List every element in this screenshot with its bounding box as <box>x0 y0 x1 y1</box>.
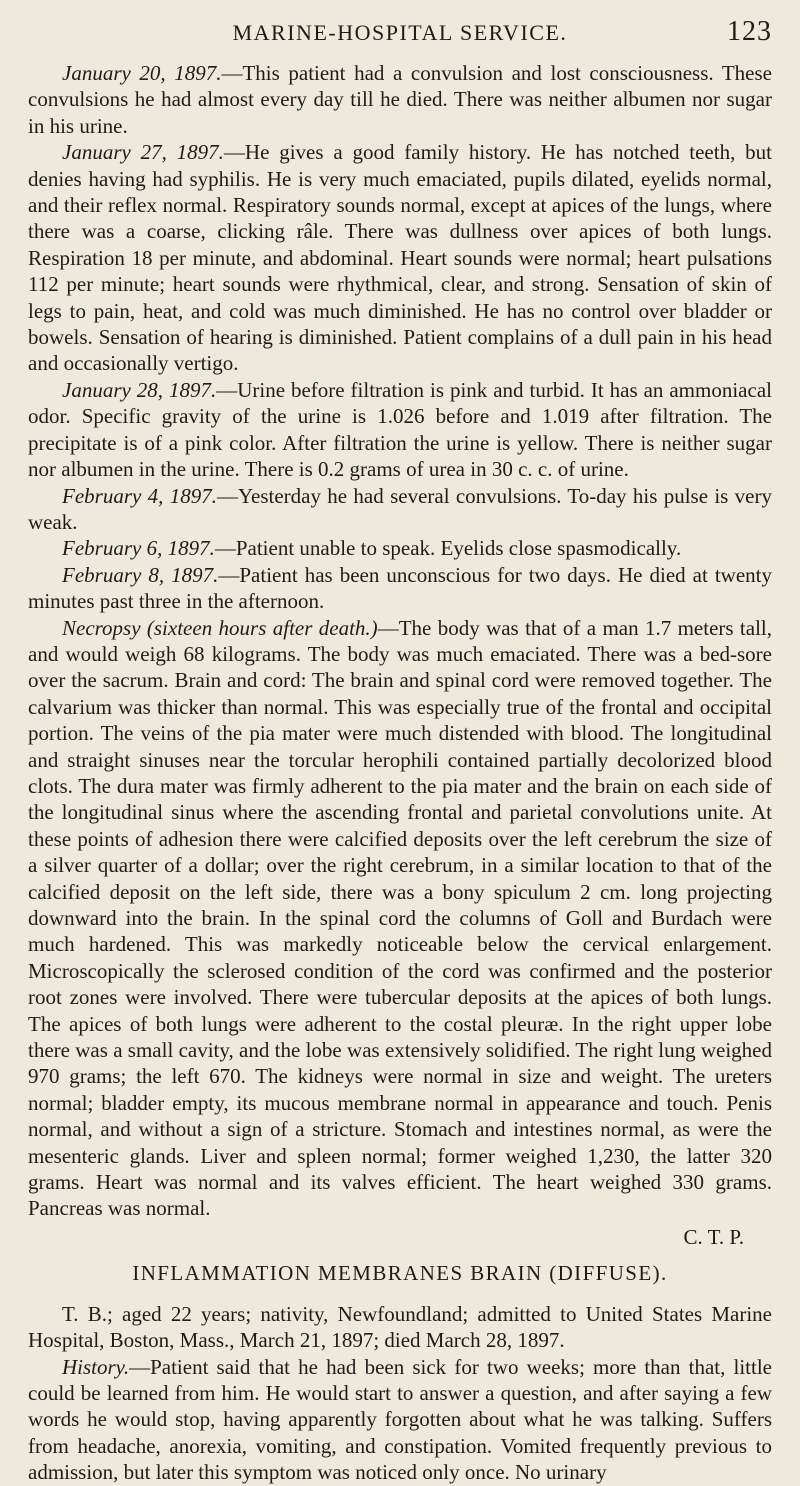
entry-date: February 8, 1897. <box>62 562 219 587</box>
entry-date: February 6, 1897. <box>62 536 215 561</box>
case-intro: T. B.; aged 22 years; nativity, Newfoundland; admitted to United States Marine Hospital, Boston, Mass., March 21, 1897; died March 28, 1897. <box>28 1301 772 1353</box>
entry-body: —Yesterday he had several convulsions. To-day his pulse is very weak. <box>28 483 772 534</box>
entry-date: February 4, 1897. <box>62 483 217 508</box>
author-signature: C. T. P. <box>683 1224 744 1249</box>
running-title: MARINE-HOSPITAL SERVICE. <box>232 20 568 45</box>
entry-body: —This patient had a convulsion and lost consciousness. These convulsions he had almost every day till he died. There was neither albumen nor sugar in his urine. <box>28 61 772 138</box>
entry-paragraph <box>28 483 772 536</box>
entry-paragraph <box>28 139 772 377</box>
entry-body: —He gives a good family history. He has notched teeth, but denies having had syphilis. He is very much emaciated, pupils dilated, eyelids normal, and their reflex normal. Respiratory sounds normal, except at apices of the lungs, where there was a coarse, clicking râle. There was dullness over apices of both lungs. Respiration 18 per minute, and abdominal. Heart sounds were normal; heart pulsations 112 per minute; heart sounds were rhythmical, clear, and strong. Sensation of skin of legs to pain, heat, and cold was much diminished. He has no control over bladder or bowels. Sensation of hearing is diminished. Patient complains of a dull pain in his head and occasionally vertigo. <box>28 140 772 376</box>
necropsy-paragraph <box>28 615 772 1222</box>
entry-paragraph <box>28 562 772 615</box>
running-head <box>28 0 772 60</box>
history-body: —Patient said that he had been sick for two weeks; more than that, little could be learned from him. He would start to answer a question, and after saying a few words he would stop, having apparently forgotten about what he was talking. Suffers from headache, anorexia, vomiting, and constipation. Vomited frequently previous to admission, but later this symptom was noticed only once. No urinary <box>28 1354 772 1485</box>
history-paragraph <box>28 1354 772 1486</box>
entry-date: January 27, 1897. <box>62 140 224 165</box>
history-lead: History. <box>62 1354 130 1379</box>
section-heading: INFLAMMATION MEMBRANES BRAIN (DIFFUSE). <box>132 1261 668 1286</box>
necropsy-body: —The body was that of a man 1.7 meters tall, and would weigh 68 kilograms. The body was much emaciated. There was a bed-sore over the sacrum. Brain and cord: The brain and spinal cord were removed together. The calvarium was thicker than normal. This was especially true of the frontal and occipital portion. The veins of the pia mater were much distended with blood. The longitudinal and straight sinuses near the torcular herophili contained partially decolorized blood clots. The dura mater was firmly adherent to the pia mater and the brain on each side of the longitudinal sinus where the ascending frontal and parietal convolutions unite. At these points of adhesion there were calcified deposits over the left cerebrum the size of a silver quarter of a dollar; over the right cerebrum, in a similar location to that of the calcified deposit on the left side, there was a bony spiculum 2 cm. long projecting downward into the brain. In the spinal cord the columns of Goll and Burdach were much hardened. This was markedly noticeable below the cervical enlargement. Microscopically the sclerosed condition of the cord was confirmed and the posterior root zones were involved. There were tubercular deposits at the apices of both lungs. The apices of both lungs were adherent to the costal pleuræ. In the right upper lobe there was a small cavity, and the lobe was extensively solidified. The right lung weighed 970 grams; the left 670. The kidneys were normal in size and weight. The ureters normal; bladder empty, its mucous membrane normal in appearance and touch. Penis normal, and without a sign of a stricture. Stomach and intestines normal, as were the mesenteric glands. Liver and spleen normal; former weighed 1,230, the latter 320 grams. Heart was normal and its valves efficient. The heart weighed 330 grams. Pancreas was normal. <box>28 615 772 1221</box>
entry-paragraph <box>28 377 772 483</box>
necropsy-lead: Necropsy (sixteen hours after death.) <box>62 615 378 640</box>
page-number: 123 <box>727 16 772 47</box>
entry-body: —Patient has been unconscious for two days. He died at twenty minutes past three in the afternoon. <box>28 562 772 614</box>
entry-paragraph <box>28 535 772 561</box>
entry-body: —Urine before filtration is pink and turbid. It has an ammoniacal odor. Specific gravity of the urine is 1.026 before and 1.019 after filtration. The precipitate is of a pink color. After filtration the urine is yellow. There is neither sugar nor albumen in the urine. There is 0.2 grams of urea in 30 c. c. of urine. <box>28 377 772 482</box>
entry-date: January 28, 1897. <box>62 377 217 402</box>
entry-date: January 20, 1897. <box>62 61 222 85</box>
entry-paragraph <box>28 60 772 139</box>
body-text <box>28 60 772 1486</box>
entry-body: —Patient unable to speak. Eyelids close spasmodically. <box>214 536 682 561</box>
